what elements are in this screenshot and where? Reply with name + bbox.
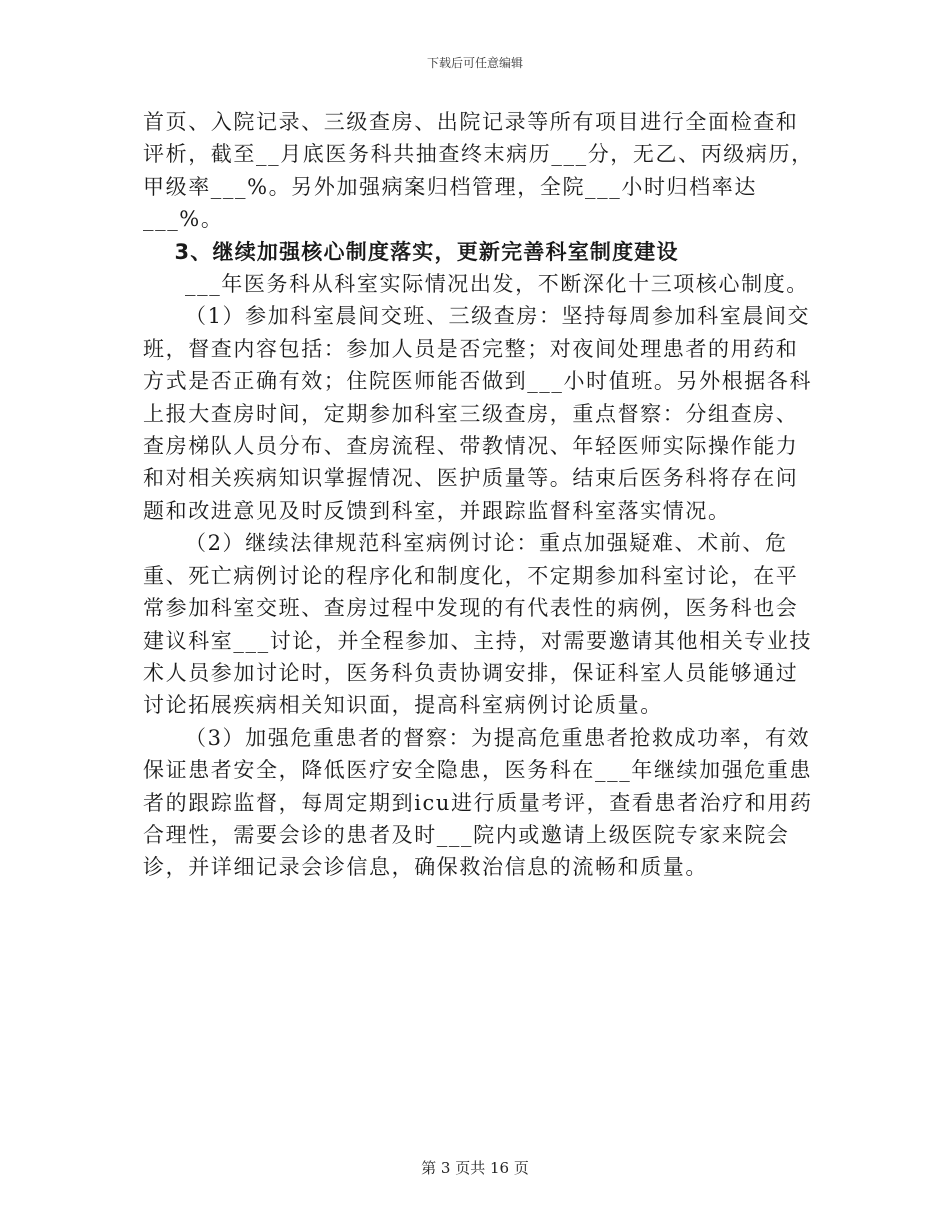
section-heading: 3、继续加强核心制度落实，更新完善科室制度建设 xyxy=(174,239,679,264)
page-header: 下载后可任意编辑 xyxy=(426,56,523,70)
paragraph-record-inspection: 首页、入院记录、三级查房、出院记录等所有项目进行全面检查和评析，截至__月底医务科共抽查终末病历___分，无乙、丙级病历，甲级率___%。另外加强病案归档管理，全院___小时归档率达___%。 xyxy=(143,110,814,232)
paragraph-case-discussion: （2）继续法律规范科室病例讨论：重点加强疑难、术前、危重、死亡病例讨论的程序化和制度化，不定期参加科室讨论，在平常参加科室交班、查房过程中发现的有代表性的病例，医务科也会建议科室___讨论，并全程参加、主持，对需要邀请其他相关专业技术人员参加讨论时，医务科负责协调安排，保证科室人员能够通过讨论拓展疾病相关知识面，提高科室病例讨论质量。 xyxy=(143,531,813,718)
paragraph-morning-handover: （1）参加科室晨间交班、三级查房：坚持每周参加科室晨间交班，督查内容包括：参加人员是否完整；对夜间处理患者的用药和方式是否正确有效；住院医师能否做到___小时值班。另外根据各科上报大查房时间，定期参加科室三级查房，重点督察：分组查房、查房梯队人员分布、查房流程、带教情况、年轻医师实际操作能力和对相关疾病知识掌握情况、医护质量等。结束后医务科将存在问题和改进意见及时反馈到科室，并跟踪监督科室落实情况。 xyxy=(143,304,813,523)
paragraph-core-system: ___年医务科从科室实际情况出发，不断深化十三项核心制度。 xyxy=(185,272,809,297)
document-body xyxy=(143,106,815,884)
page-number: 第 3 页共 16 页 xyxy=(421,1159,529,1177)
paragraph-critical-patients: （3）加强危重患者的督察：为提高危重患者抢救成功率，有效保证患者安全，降低医疗安全隐患，医务科在___年继续加强危重患者的跟踪监督，每周定期到icu进行质量考评，查看患者治疗和用药合理性，需要会诊的患者及时___院内或邀请上级医院专家来院会诊，并详细记录会诊信息，确保救治信息的流畅和质量。 xyxy=(143,725,813,880)
